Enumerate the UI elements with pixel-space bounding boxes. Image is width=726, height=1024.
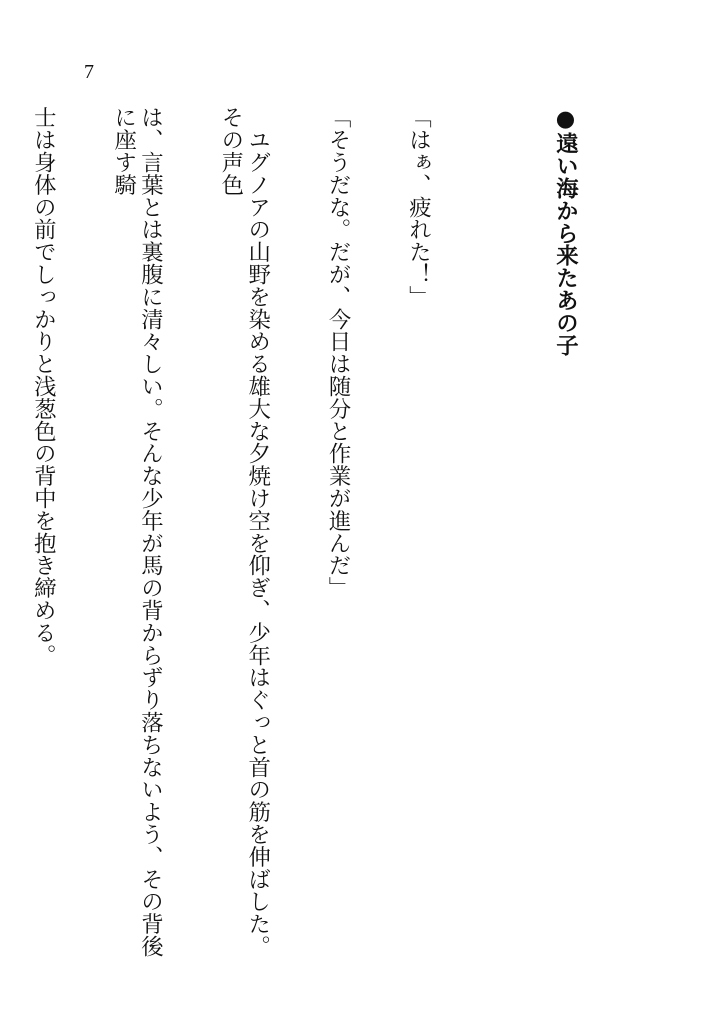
text-line: ユグノアの山野を染める雄大な夕焼け空を仰ぎ、少年はぐっと首の筋を伸ばした。その声色 [217, 106, 271, 958]
text-line: 「そうだな。だが、今日は随分と作業が進んだ」 [325, 106, 352, 599]
text-line: は、言葉とは裏腹に清々しい。そんな少年が馬の背からずり落ちないよう、その背後に座す騎 [110, 106, 164, 958]
chapter-heading: ●遠い海から来たあの子 [552, 106, 579, 356]
text-line: 士は身体の前でしっかりと浅葱色の背中を抱き締める。 [30, 106, 57, 666]
page-number: 7 [84, 61, 94, 83]
text-line: 「はぁ、疲れた！」 [405, 106, 432, 308]
vertical-text-body [0, 106, 632, 976]
heading-spacer [485, 106, 498, 976]
